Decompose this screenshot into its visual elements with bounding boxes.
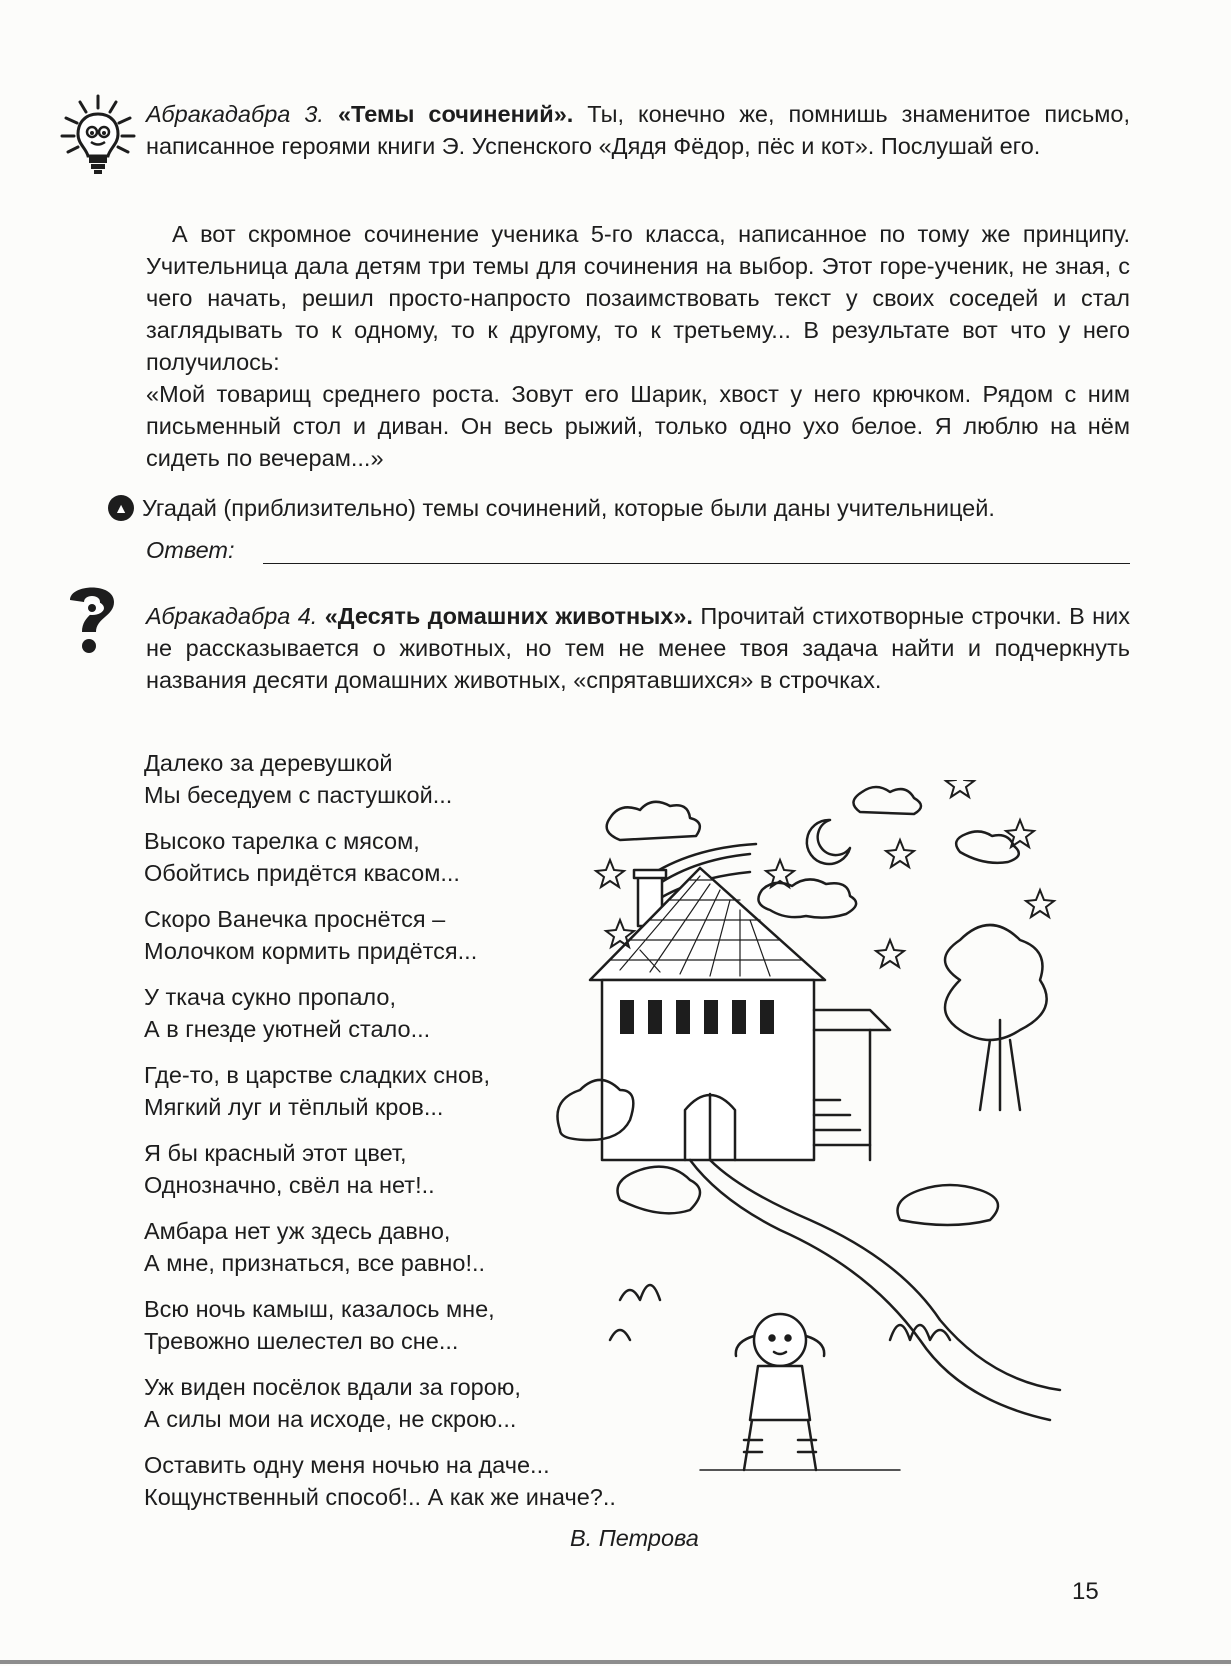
bottom-rule (0, 1660, 1231, 1664)
section-4-intro (146, 600, 1130, 696)
poem-author: В. Петрова (570, 1525, 699, 1551)
section-4-title: «Десять домашних животных». (324, 603, 693, 629)
poem-line: А силы мои на исходе, не скрою... (144, 1405, 517, 1432)
answer-row (146, 537, 1130, 564)
poem-line: Уж виден посёлок вдали за горою, (144, 1374, 521, 1400)
answer-label: Ответ: (146, 537, 235, 563)
poem-line: Обойтись придётся квасом... (144, 859, 460, 886)
poem-line: А мне, признаться, все равно!.. (144, 1249, 486, 1276)
question-mark-icon (60, 578, 124, 658)
poem-line: Молочком кормить придётся... (144, 937, 478, 964)
poem-line: А в гнезде уютней стало... (144, 1015, 431, 1042)
section-4-intro-text: Прочитай стихотворные строчки. В них не рассказывается о животных, но тем не менее твоя задача найти и подчеркнуть названия десяти домашних животных, «спрятавшихся» в строчках. (146, 603, 1131, 693)
section-3-body (146, 218, 1130, 474)
poem-line: Далеко за деревушкой (144, 750, 393, 776)
section-3-quote: «Мой товарищ среднего роста. Зовут его Шарик, хвост у него крючком. Рядом с ним письменный стол и диван. Он весь рыжий, только одно ухо белое. Я люблю на нём сидеть по вечерам...» (146, 381, 1130, 471)
section-4-label: Абракадабра 4. (146, 603, 318, 629)
poem-line: Однозначно, свёл на нет!.. (144, 1171, 435, 1198)
poem-line: Где-то, в царстве сладких снов, (144, 1062, 491, 1088)
poem-line: Скоро Ванечка проснётся – (144, 906, 446, 932)
section-3-intro (146, 98, 1130, 162)
section-3-title: «Темы сочинений». (337, 101, 574, 127)
poem-line: Мягкий луг и тёплый кров... (144, 1093, 444, 1120)
section-3-label: Абракадабра 3. (146, 101, 324, 127)
poem-line: Всю ночь камыш, казалось мне, (144, 1296, 495, 1322)
poem-line: Я бы красный этот цвет, (144, 1140, 407, 1166)
poem-line: Тревожно шелестел во сне... (144, 1327, 459, 1354)
poem-line: Оставить одну меня ночью на даче... (144, 1452, 550, 1478)
poem-line: У ткача сукно пропало, (144, 984, 397, 1010)
poem-line: Мы беседуем с пастушкой... (144, 781, 453, 808)
task-marker-icon: ▲ (108, 495, 134, 521)
poem-line: Амбара нет уж здесь давно, (144, 1218, 451, 1244)
section-3-intro-text: Ты, конечно же, помнишь знаменитое письмо, написанное героями книги Э. Успенского «Дядя Фёдор, пёс и кот». Послушай его. (146, 101, 1131, 159)
house-illustration (540, 780, 1130, 1540)
poem-line: Высоко тарелка с мясом, (144, 828, 420, 854)
poem-line: Кощунственный способ!.. А как же иначе?.. (144, 1483, 616, 1510)
answer-line[interactable] (263, 539, 1130, 564)
page-number: 15 (1072, 1578, 1099, 1605)
section-3-task-text: Угадай (приблизительно) темы сочинений, которые были даны учительницей. (142, 495, 995, 521)
section-3-body-text: А вот скромное сочинение ученика 5-го класса, написанное по тому же принципу. Учительница дала детям три темы для сочинения на выбор. Этот горе-ученик, не зная, с чего начать, решил просто-напросто позаимствовать текст у своих соседей и стал заглядывать то к одному, то к другому, то к третьему... В результате вот что у него получилось: (146, 221, 1130, 375)
lightbulb-icon (58, 92, 138, 182)
section-3-task (108, 493, 1130, 523)
